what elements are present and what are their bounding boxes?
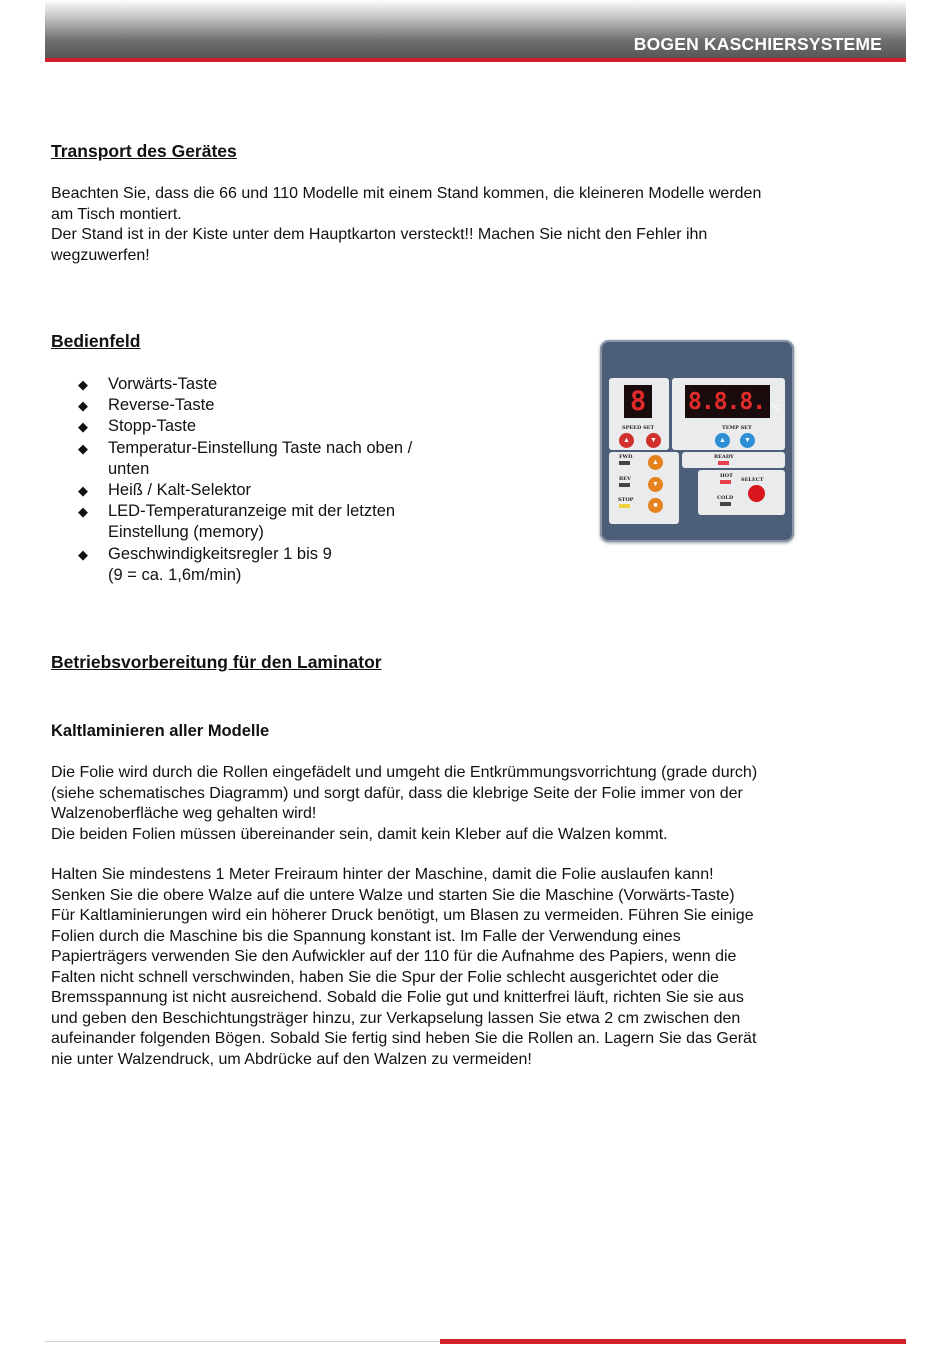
list-item-text-cont: Einstellung (memory) — [108, 523, 264, 542]
list-item — [78, 416, 458, 437]
cold-paragraph-1 — [51, 763, 851, 845]
forward-icon: ▲ — [648, 455, 663, 470]
temp-up-icon: ▲ — [715, 433, 730, 448]
ready-led — [718, 461, 729, 465]
footer-grey-rule — [45, 1341, 440, 1342]
header-red-rule — [45, 58, 906, 62]
speed-display — [624, 385, 652, 418]
list-item — [78, 374, 458, 395]
speed-up-icon: ▲ — [619, 433, 634, 448]
celsius-unit: °C — [771, 403, 781, 412]
diamond-bullet-icon: ◆ — [78, 440, 88, 456]
text-line: Falten nicht schnell verschwinden, haben Sie die Spur der Folie schlecht ausgerichtet oder die — [51, 968, 719, 986]
text-line: Die Folie wird durch die Rollen eingefädelt und umgeht die Entkrümmungsvorrichtung (grade durch) — [51, 764, 758, 781]
text-line: Senken Sie die obere Walze auf die untere Walze und starten Sie die Maschine (Vorwärts-Taste) — [51, 886, 735, 904]
list-item — [78, 395, 458, 416]
speed-set-label: SPEED SET — [622, 425, 655, 431]
heading-bedienfeld: Bedienfeld — [51, 331, 141, 351]
diamond-bullet-icon: ◆ — [78, 483, 88, 499]
text-line: Der Stand ist in der Kiste unter dem Hauptkarton versteckt!! Machen Sie nicht den Fehler ihn — [51, 226, 708, 243]
cold-paragraph-2 — [51, 865, 851, 1070]
list-item-text: Temperatur-Einstellung Taste nach oben / — [108, 438, 413, 457]
text-line: am Tisch montiert. — [51, 205, 182, 223]
list-item-text: Reverse-Taste — [108, 396, 215, 415]
fwd-label: FWD — [619, 454, 633, 460]
text-line: wegzuwerfen! — [51, 246, 150, 264]
list-item — [78, 544, 458, 586]
text-line: (siehe schematisches Diagramm) und sorgt dafür, dass die klebrige Seite der Folie immer von der — [51, 784, 743, 802]
text-line: Folien durch die Maschine bis die Spannung konstant ist. Im Falle der Verwendung eines — [51, 927, 681, 945]
list-item-text-cont: (9 = ca. 1,6m/min) — [108, 565, 242, 584]
text-line: Die beiden Folien müssen übereinander sein, damit kein Kleber auf die Walzen kommt. — [51, 825, 668, 843]
text-line: Für Kaltlaminierungen wird ein höherer Druck benötigt, um Blasen zu vermeiden. Führen Sie einige — [51, 907, 754, 924]
feature-list — [78, 374, 458, 586]
control-panel-image — [600, 340, 794, 542]
reverse-icon: ▼ — [648, 477, 663, 492]
diamond-bullet-icon: ◆ — [78, 504, 88, 520]
rev-led — [619, 483, 630, 487]
temp-set-label: TEMP SET — [722, 425, 752, 431]
select-button-icon — [748, 485, 765, 502]
footer-red-rule — [440, 1339, 906, 1344]
list-item-text-cont: unten — [108, 459, 150, 478]
rev-label: REV — [619, 476, 631, 482]
list-item-text: Heiß / Kalt-Selektor — [108, 481, 252, 500]
text-line: Halten Sie mindestens 1 Meter Freiraum hinter der Maschine, damit die Folie auslaufen kann! — [51, 866, 714, 883]
cold-label: COLD — [717, 495, 734, 501]
list-item — [78, 480, 458, 501]
list-item — [78, 438, 458, 480]
text-line: Bremsspannung ist nicht ausreichend. Sobald die Folie gut und knitterfrei läuft, richten Sie sie aus — [51, 989, 744, 1006]
diamond-bullet-icon: ◆ — [78, 546, 88, 562]
list-item — [78, 501, 458, 543]
text-line: Beachten Sie, dass die 66 und 110 Modelle mit einem Stand kommen, die kleineren Modelle werden — [51, 185, 762, 202]
list-item-text: LED-Temperaturanzeige mit der letzten — [108, 502, 396, 521]
diamond-bullet-icon: ◆ — [78, 419, 88, 435]
text-line: Walzenoberfläche weg gehalten wird! — [51, 805, 317, 822]
heading-transport: Transport des Gerätes — [51, 141, 237, 161]
speed-display-value: 8 — [630, 386, 647, 417]
speed-down-icon: ▼ — [646, 433, 661, 448]
header-title: BOGEN KASCHIERSYSTEME — [633, 34, 882, 54]
diamond-bullet-icon: ◆ — [78, 398, 88, 414]
transport-paragraph — [51, 184, 851, 266]
temp-display-value: 8.8.8. — [688, 389, 766, 415]
temp-display — [685, 385, 770, 418]
hot-led — [720, 480, 731, 484]
list-item-text: Stopp-Taste — [108, 417, 197, 436]
list-item-text: Vorwärts-Taste — [108, 375, 218, 393]
stop-label: STOP — [618, 497, 634, 503]
stop-led — [619, 504, 630, 508]
cold-led — [720, 502, 731, 506]
text-line: Papierträgers verwenden Sie den Aufwickler auf der 110 für die Aufnahme des Papiers, wenn die — [51, 948, 737, 965]
heading-kaltlaminieren: Kaltlaminieren aller Modelle — [51, 722, 270, 740]
text-line: und geben den Beschichtungsträger hinzu, zur Verkapselung lassen Sie etwa 2 cm zwischen den — [51, 1009, 741, 1027]
select-label: SELECT — [741, 477, 764, 483]
hot-label: HOT — [720, 473, 733, 479]
text-line: nie unter Walzendruck, um Abdrücke auf den Walzen zu vermeiden! — [51, 1050, 532, 1068]
temp-down-icon: ▼ — [740, 433, 755, 448]
heading-betriebsvorbereitung: Betriebsvorbereitung für den Laminator — [51, 652, 382, 672]
ready-label: READY — [714, 454, 734, 460]
list-item-text: Geschwindigkeitsregler 1 bis 9 — [108, 544, 332, 563]
text-line: aufeinander folgenden Bögen. Sobald Sie fertig sind heben Sie die Rollen an. Lagern Sie das Gerät — [51, 1030, 757, 1047]
stop-icon: ■ — [648, 498, 663, 513]
diamond-bullet-icon: ◆ — [78, 377, 88, 392]
fwd-led — [619, 461, 630, 465]
